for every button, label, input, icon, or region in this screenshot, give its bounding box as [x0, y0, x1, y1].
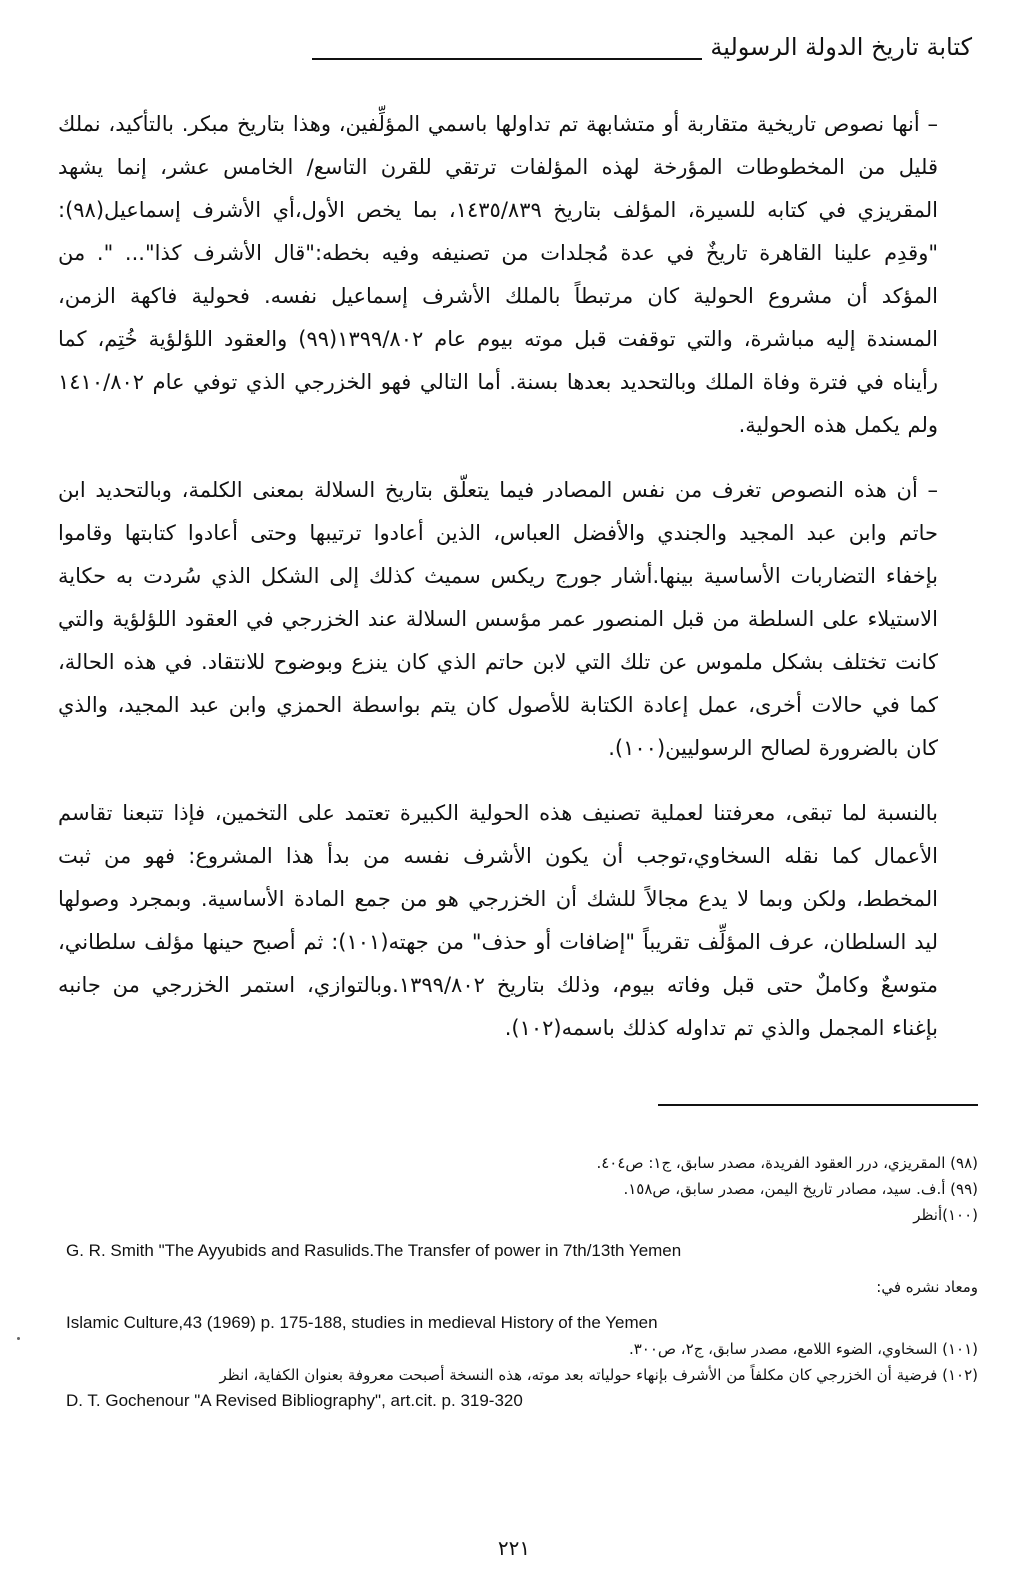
header-rule — [312, 58, 702, 60]
footnote-98: (٩٨) المقريزي، درر العقود الفريدة، مصدر سابق، ج١: ص٤٠٤. — [596, 1154, 978, 1172]
paragraph-1: – أنها نصوص تاريخية متقاربة أو متشابهة تم تداولها باسمي المؤلِّفين، وهذا بتاريخ مبكر. بالتأكيد، نملك قليل من المخطوطات المؤرخة لهذه المؤلفات ترتقي للقرن التاسع/ الخامس عشر، إنما يشهد المقريزي في كتابه للسيرة، المؤلف بتاريخ ١٤٣٥/٨٣٩، بما يخص الأول،أي الأشرف إسماعيل(٩٨): "وقدِم علينا القاهرة تاريخٌ في عدة مُجلدات من تصنيفه وفيه بخطه:"قال الأشرف كذا"... ". من المؤكد أن مشروع الحولية كان مرتبطاً بالملك الأشرف إسماعيل نفسه. فحولية فاكهة الزمن، المسندة إليه مباشرة، والتي توقفت قبل موته بيوم عام ١٣٩٩/٨٠٢(٩٩) والعقود اللؤلؤية خُتِم، كما رأيناه في فترة وفاة الملك وبالتحديد بعدها بسنة. أما التالي فهو الخزرجي الذي توفي عام ١٤١٠/٨٠٢ ولم يكمل هذه الحولية. — [58, 112, 938, 437]
header-title: كتابة تاريخ الدولة الرسولية — [710, 33, 972, 61]
footnote-100-reprint: ومعاد نشره في: — [876, 1278, 978, 1296]
scan-speck — [17, 1337, 20, 1340]
footnote-100: (١٠٠)أنظر — [913, 1206, 978, 1224]
footnote-spacer — [66, 1228, 978, 1238]
running-header — [312, 28, 972, 68]
footnote-102-citation: D. T. Gochenour "A Revised Bibliography", art.cit. p. 319-320 — [66, 1391, 523, 1410]
footnotes — [66, 1150, 978, 1414]
footnote-100-citation: G. R. Smith "The Ayyubids and Rasulids.The Transfer of power in 7th/13th Yemen — [66, 1241, 682, 1260]
footnote-99: (٩٩) أ.ف. سيد، مصادر تاريخ اليمن، مصدر سابق، ص١٥٨. — [623, 1180, 978, 1198]
paragraph-2: – أن هذه النصوص تغرف من نفس المصادر فيما يتعلّق بتاريخ السلالة بمعنى الكلمة، وبالتحديد ابن حاتم وابن عبد المجيد والجندي والأفضل العباس، الذين أعادوا ترتيبها وحتى أعادوا كتابتها وقاموا بإخفاء التضاربات الأساسية بينها.أشار جورج ريكس سميث كذلك إلى الشكل الذي سُردت به حكاية الاستيلاء على السلطة من قبل المنصور عمر مؤسس السلالة عند الخزرجي في العقود اللؤلؤية والتي كانت تختلف بشكل ملموس عن تلك التي لابن حاتم الذي كان ينزع وبوضوح للانتقاد. في هذه الحالة، كما في حالات أخرى، عمل إعادة الكتابة للأصول كان يتم بواسطة الحمزي وابن عبد المجيد، والذي كان بالضرورة لصالح الرسوليين(١٠٠). — [58, 478, 938, 760]
main-text — [58, 103, 938, 1050]
footnote-separator — [658, 1104, 978, 1106]
footnote-102: (١٠٢) فرضية أن الخزرجي كان مكلفاً من الأشرف بإنهاء حولياته بعد موته، هذه النسخة أصبحت معروفة بعنوان الكفاية، انظر — [219, 1366, 978, 1384]
paragraph-3: بالنسبة لما تبقى، معرفتنا لعملية تصنيف هذه الحولية الكبيرة تعتمد على التخمين، فإذا تتبعنا تقاسم الأعمال كما نقله السخاوي،توجب أن يكون الأشرف نفسه من بدأ هذا المشروع: فهو من ثبت المخطط، ولكن وبما لا يدع مجالاً للشك أن الخزرجي هو من جمع المادة الأساسية. وبمجرد وصولها ليد السلطان، عرف المؤلِّف تقريباً "إضافات أو حذف" من جهته(١٠١): ثم أصبح حينها مؤلف سلطاني، متوسعٌ وكاملٌ حتى قبل وفاته بيوم، وذلك بتاريخ ١٣٩٩/٨٠٢.وبالتوازي، استمر الخزرجي من جانبه بإغناء المجمل والذي تم تداوله كذلك باسمه(١٠٢). — [58, 801, 938, 1040]
footnote-101: (١٠١) السخاوي، الضوء اللامع، مصدر سابق، ج٢، ص٣٠٠. — [628, 1340, 978, 1358]
footnote-100-journal: Islamic Culture,43 (1969) p. 175-188, studies in medieval History of the Yemen — [66, 1313, 658, 1332]
footnote-spacer — [66, 1264, 978, 1274]
page-number: ٢٢١ — [497, 1536, 531, 1560]
footnote-spacer — [66, 1300, 978, 1310]
